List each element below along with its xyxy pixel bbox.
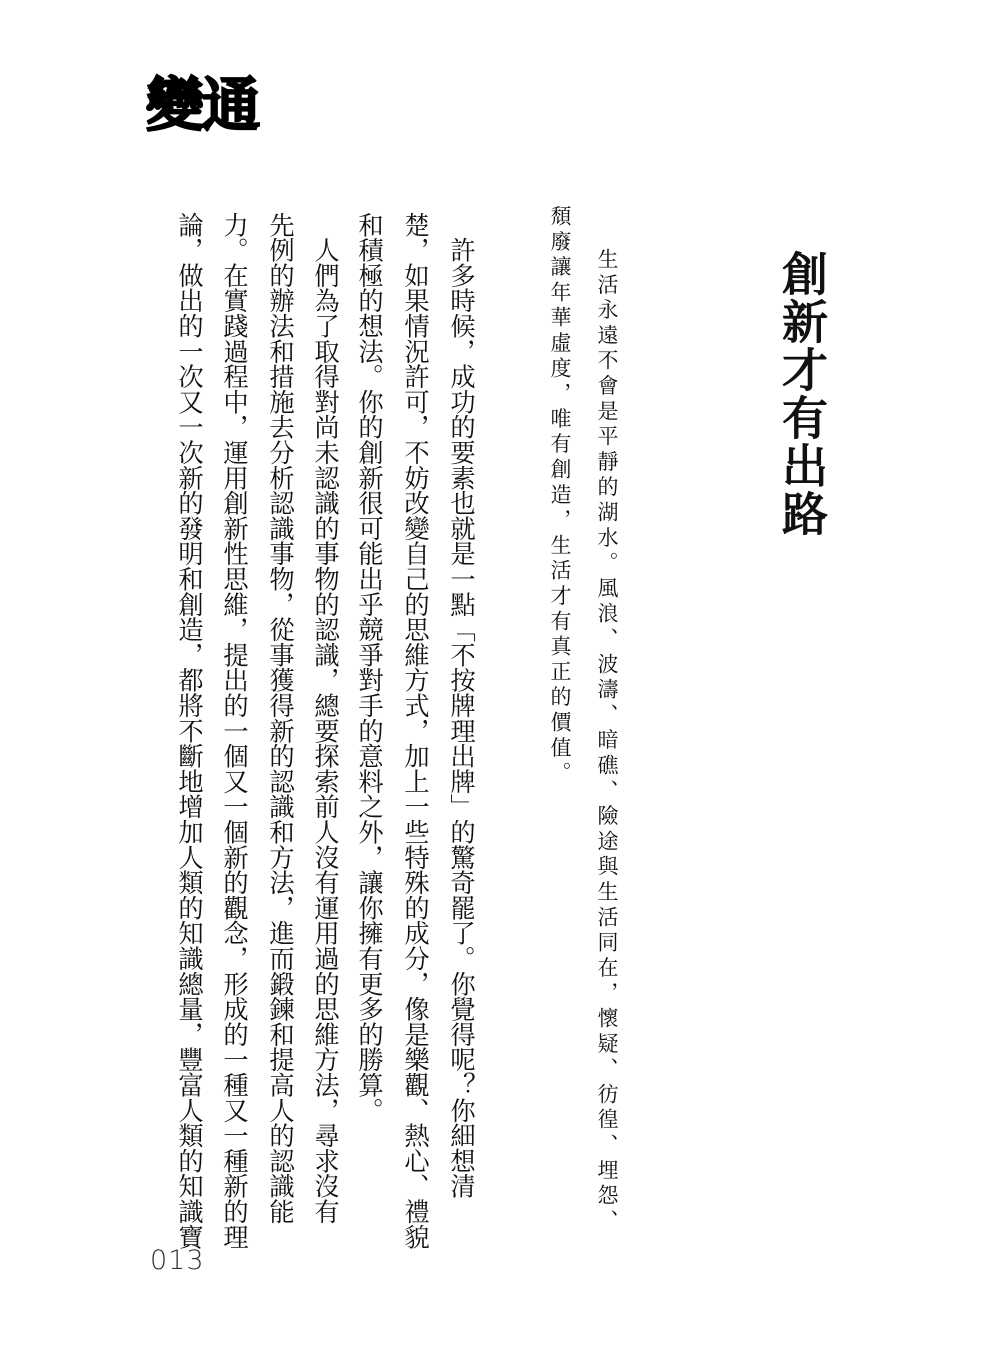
body-line-5: 先例的辦法和措施去分析認識事物，從事獲得新的認識和方法，進而鍛鍊和提高人的認識能: [266, 212, 295, 1224]
body-line-2: 楚，如果情況許可，不妨改變自己的思維方式，加上一些特殊的成分，像是樂觀、熱心、禮貌: [401, 212, 430, 1250]
epigraph-line-2: 頹廢讓年華虛度，唯有創造，生活才有真正的價值。: [548, 205, 572, 787]
body-line-4: 人們為了取得對尚未認識的事物的認識，總要探索前人沒有運用過的思維方法，尋求沒有: [311, 212, 340, 1224]
body-line-7: 論，做出的一次又一次新的發明和創造，都將不斷地增加人類的知識總量，豐富人類的知識寶: [175, 212, 204, 1250]
body-line-3: 和積極的想法。你的創新很可能出乎競爭對手的意料之外，讓你擁有更多的勝算。: [355, 212, 384, 1123]
page-number: 013: [150, 1245, 205, 1276]
section-title: 變通: [146, 71, 259, 139]
body-line-6: 力。在實踐過程中，運用創新性思維，提出的一個又一個新的觀念，形成的一種又一種新的理: [220, 212, 249, 1250]
epigraph-line-1: 生活永遠不會是平靜的湖水。風浪、波濤、暗礁、險途與生活同在，懷疑、彷徨、埋怨、: [595, 248, 619, 1235]
body-line-1: 許多時候，成功的要素也就是一點「不按牌理出牌」的驚奇罷了。你覺得呢？你細想清: [447, 212, 476, 1199]
chapter-title: 創新才有出路: [775, 250, 829, 538]
